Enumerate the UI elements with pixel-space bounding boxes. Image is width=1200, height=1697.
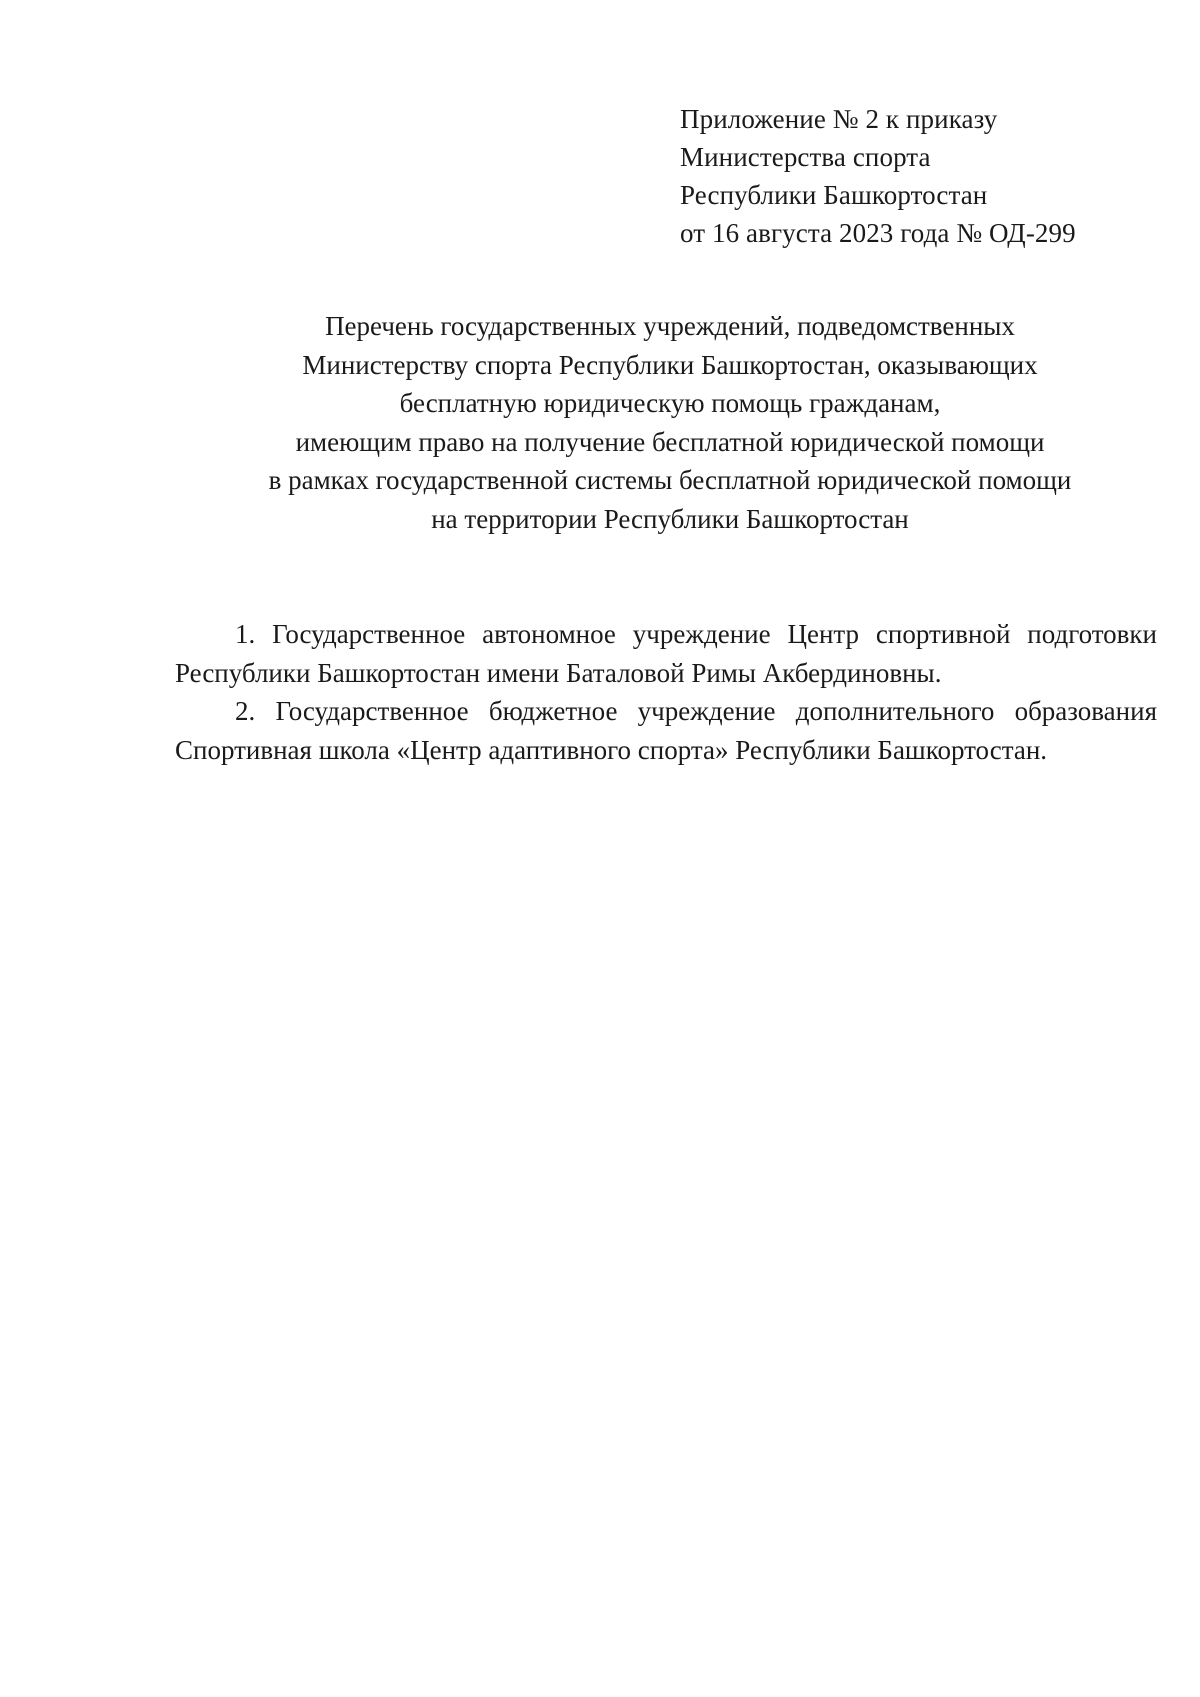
list-item-text: Республики Башкортостан имени Баталовой Римы Акбердиновны. — [175, 657, 942, 688]
title-line: бесплатную юридическую помощь гражданам, — [399, 388, 941, 418]
institution-list — [175, 615, 1157, 769]
appendix-line: Приложение № 2 к приказу — [680, 104, 998, 134]
title-line: Министерству спорта Республики Башкортостан, оказывающих — [302, 349, 1038, 380]
appendix-header — [680, 100, 1160, 252]
title-line: имеющим право на получение бесплатной юридической помощи — [295, 426, 1045, 457]
list-item — [175, 692, 1157, 769]
list-item-text: 1. Государственное автономное учреждение Центр спортивной подготовки — [235, 619, 1157, 649]
list-item — [175, 615, 1157, 692]
appendix-line: от 16 августа 2023 года № ОД-299 — [680, 218, 1076, 248]
list-item-text: Спортивная школа «Центр адаптивного спорта» Республики Башкортостан. — [175, 734, 1048, 765]
document-title — [150, 307, 1190, 538]
title-line: в рамках государственной системы бесплатной юридической помощи — [268, 465, 1072, 495]
appendix-line: Республики Башкортостан — [680, 180, 988, 210]
title-line: на территории Республики Башкортостан — [431, 503, 909, 534]
list-item-text: 2. Государственное бюджетное учреждение дополнительного образования — [235, 696, 1157, 726]
appendix-line: Министерства спорта — [680, 142, 931, 172]
title-line: Перечень государственных учреждений, подведомственных — [325, 311, 1015, 341]
